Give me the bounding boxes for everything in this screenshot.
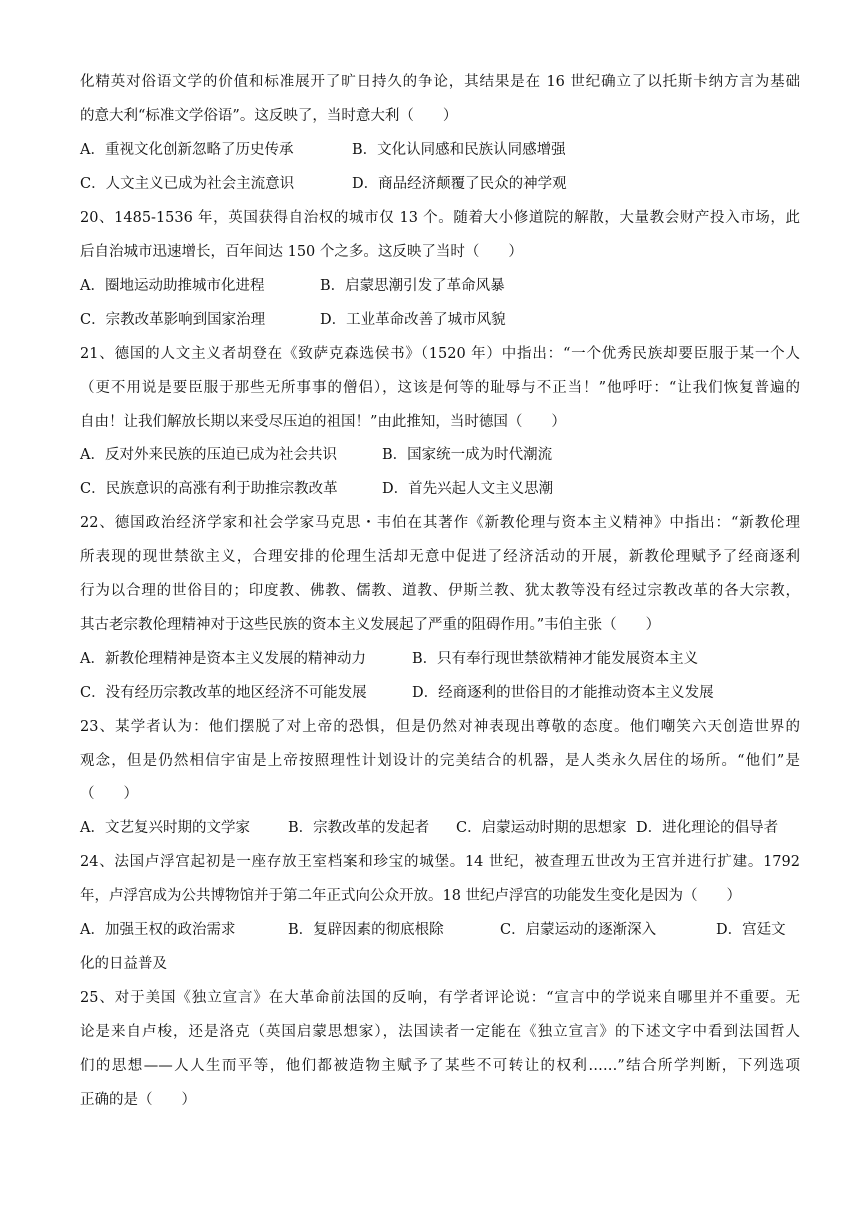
q25-stem-line-4: 正确的是（ ） bbox=[80, 1092, 196, 1108]
q24-option-a: A．加强王权的政治需求 bbox=[80, 922, 236, 938]
q23-option-a: A．文艺复兴时期的文学家 bbox=[80, 820, 250, 836]
q21-option-b: B．国家统一成为时代潮流 bbox=[382, 447, 553, 463]
q19-option-b: B．文化认同感和民族认同感增强 bbox=[352, 142, 566, 158]
q23-stem-line-2: 观念，但是仍然相信宇宙是上帝按照理性计划设计的完美结合的机器，是人类永久居住的场所。“他们”是 bbox=[80, 753, 800, 769]
q21-stem-line-2: （更不用说是要臣服于那些无所事事的僧侣），这该是何等的耻辱与不正当！”他呼吁：“让我们恢复普遍的 bbox=[80, 380, 800, 396]
q19-stem-line-1: 化精英对俗语文学的价值和标准展开了旷日持久的争论，其结果是在 16 世纪确立了以托斯卡纳方言为基础 bbox=[80, 74, 800, 90]
q20-stem-line-2: 后自治城市迅速增长，百年间达 150 个之多。这反映了当时（ ） bbox=[80, 244, 523, 260]
q23-option-c: C．启蒙运动时期的思想家 bbox=[456, 820, 627, 836]
q24-option-c: C．启蒙运动的逐渐深入 bbox=[500, 922, 657, 938]
q24-option-d-continued: 化的日益普及 bbox=[80, 956, 167, 972]
q22-option-a: A．新教伦理精神是资本主义发展的精神动力 bbox=[80, 651, 366, 667]
q22-stem-line-2: 所表现的现世禁欲主义，合理安排的伦理生活却无意中促进了经济活动的开展，新教伦理赋予了经商逐利 bbox=[80, 549, 800, 565]
q22-option-b: B．只有奉行现世禁欲精神才能发展资本主义 bbox=[412, 651, 699, 667]
q25-stem-line-1: 25、对于美国《独立宣言》在大革命前法国的反响，有学者评论说：“宣言中的学说来自哪里并不重要。无 bbox=[80, 990, 800, 1006]
q22-stem-line-4: 其古老宗教伦理精神对于这些民族的资本主义发展起了严重的阻碍作用。”韦伯主张（ ） bbox=[80, 617, 661, 633]
q21-option-a: A．反对外来民族的压迫已成为社会共识 bbox=[80, 447, 337, 463]
q24-stem-line-1: 24、法国卢浮宫起初是一座存放王室档案和珍宝的城堡。14 世纪，被查理五世改为王宫并进行扩建。1792 bbox=[80, 854, 800, 870]
q22-stem-line-1: 22、德国政治经济学家和社会学家马克思・韦伯在其著作《新教伦理与资本主义精神》中指出：“新教伦理 bbox=[80, 515, 800, 531]
q23-stem-line-1: 23、某学者认为：他们摆脱了对上帝的恐惧，但是仍然对神表现出尊敬的态度。他们嘲笑六天创造世界的 bbox=[80, 719, 800, 735]
q24-option-d: D．宫廷文 bbox=[716, 922, 786, 938]
q21-stem-line-3: 自由！让我们解放长期以来受尽压迫的祖国！”由此推知，当时德国（ ） bbox=[80, 414, 566, 430]
q19-option-d: D．商品经济颠覆了民众的神学观 bbox=[352, 176, 567, 192]
q25-stem-line-2: 论是来自卢梭，还是洛克（英国启蒙思想家），法国读者一定能在《独立宣言》的下述文字中看到法国哲人 bbox=[80, 1024, 800, 1040]
q20-option-d: D．工业革命改善了城市风貌 bbox=[320, 312, 506, 328]
q19-option-c: C．人文主义已成为社会主流意识 bbox=[80, 176, 295, 192]
q19-option-a: A．重视文化创新忽略了历史传承 bbox=[80, 142, 294, 158]
q20-option-b: B．启蒙思潮引发了革命风暴 bbox=[320, 278, 505, 294]
q24-option-b: B．复辟因素的彻底根除 bbox=[288, 922, 444, 938]
q24-stem-line-2: 年，卢浮宫成为公共博物馆并于第二年正式向公众开放。18 世纪卢浮宫的功能发生变化是因为（ ） bbox=[80, 888, 742, 904]
q22-option-c: C．没有经历宗教改革的地区经济不可能发展 bbox=[80, 685, 367, 701]
q20-option-c: C．宗教改革影响到国家治理 bbox=[80, 312, 266, 328]
q23-option-b: B．宗教改革的发起者 bbox=[288, 820, 430, 836]
q21-stem-line-1: 21、德国的人文主义者胡登在《致萨克森选侯书》（1520 年）中指出：“一个优秀民族却要臣服于某一个人 bbox=[80, 346, 800, 362]
q22-stem-line-3: 行为以合理的世俗目的；印度教、佛教、儒教、道教、伊斯兰教、犹太教等没有经过宗教改革的各大宗教， bbox=[80, 583, 800, 599]
q20-option-a: A．圈地运动助推城市化进程 bbox=[80, 278, 265, 294]
q22-option-d: D．经商逐利的世俗目的才能推动资本主义发展 bbox=[412, 685, 714, 701]
q19-stem-line-2: 的意大利“标准文学俗语”。这反映了，当时意大利（ ） bbox=[80, 108, 458, 124]
q20-stem-line-1: 20、1485-1536 年，英国获得自治权的城市仅 13 个。随着大小修道院的解散，大量教会财产投入市场，此 bbox=[80, 210, 800, 226]
q25-stem-line-3: 们的思想——人人生而平等，他们都被造物主赋予了某些不可转让的权利……”结合所学判断，下列选项 bbox=[80, 1058, 800, 1074]
q21-option-d: D．首先兴起人文主义思潮 bbox=[382, 481, 554, 497]
q21-option-c: C．民族意识的高涨有利于助推宗教改革 bbox=[80, 481, 338, 497]
q23-stem-line-3: （ ） bbox=[80, 786, 138, 802]
q23-option-d: D．进化理论的倡导者 bbox=[636, 820, 779, 836]
